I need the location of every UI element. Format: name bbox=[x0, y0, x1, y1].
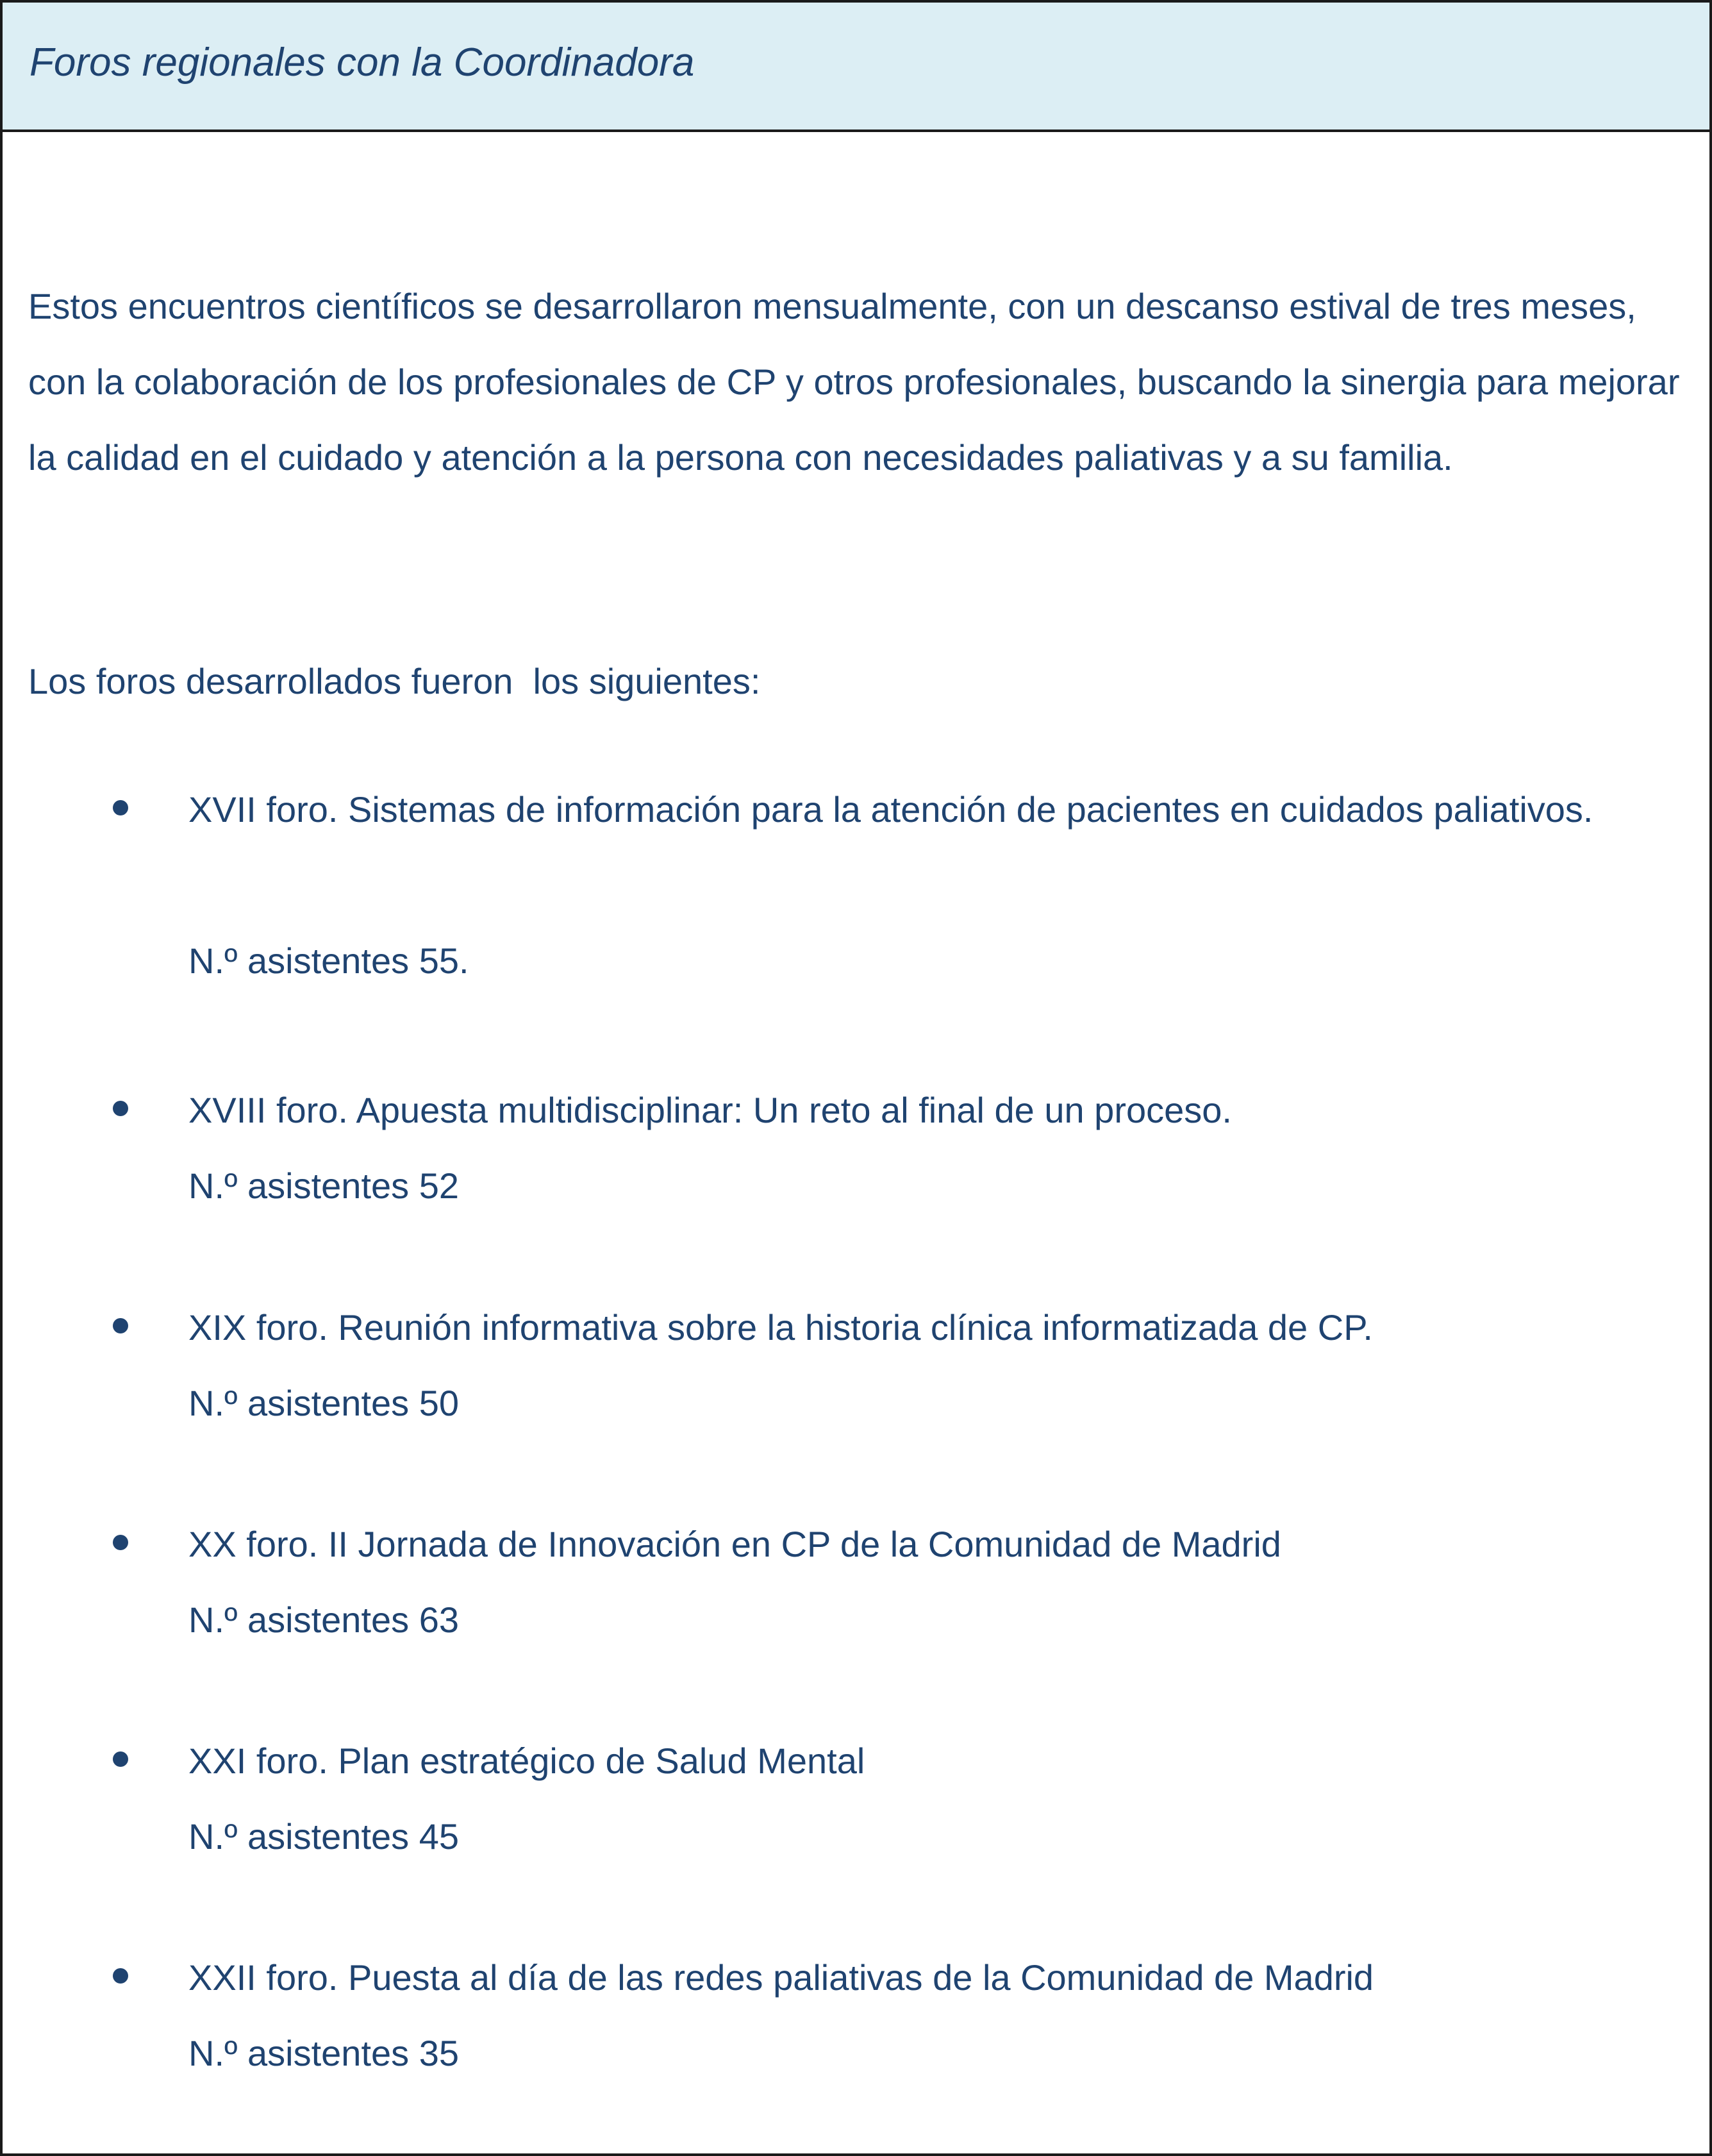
forum-title: XX foro. II Jornada de Innovación en CP de la Comunidad de Madrid bbox=[188, 1524, 1281, 1564]
bullet-icon bbox=[113, 1751, 128, 1767]
forum-attendees: N.º asistentes 52 bbox=[188, 1166, 459, 1206]
forum-title: XXI foro. Plan estratégico de Salud Mental bbox=[188, 1741, 865, 1781]
bullet-icon bbox=[113, 1968, 128, 1984]
forum-title: XIX foro. Reunión informativa sobre la historia clínica informatizada de CP. bbox=[188, 1307, 1373, 1348]
forum-title: XVIII foro. Apuesta multidisciplinar: Un reto al final de un proceso. bbox=[188, 1090, 1232, 1130]
intro-paragraph: Estos encuentros científicos se desarrollaron mensualmente, con un descanso estival de tres meses, con la colaboración de los profesionales de CP y otros profesionales, buscando la sinergia para mejorar la calidad en el cuidado y atención a la persona con necesidades paliativas y a su familia. bbox=[28, 286, 1680, 478]
bullet-icon bbox=[113, 1318, 128, 1333]
forum-title: XVII foro. Sistemas de información para la atención de pacientes en cuidados paliativos. bbox=[188, 789, 1593, 830]
bullet-icon bbox=[113, 1535, 128, 1550]
forum-title: XXII foro. Puesta al día de las redes paliativas de la Comunidad de Madrid bbox=[188, 1957, 1374, 1998]
forum-attendees: N.º asistentes 45 bbox=[188, 1816, 459, 1857]
forum-attendees: N.º asistentes 55. bbox=[188, 940, 469, 981]
section-title: Foros regionales con la Coordinadora bbox=[29, 40, 695, 85]
forums-lead-text: Los foros desarrollados fueron los siguientes: bbox=[28, 661, 761, 701]
bullet-icon bbox=[113, 1101, 128, 1116]
forum-attendees: N.º asistentes 35 bbox=[188, 2033, 459, 2073]
section-header bbox=[3, 3, 1709, 132]
bullet-icon bbox=[113, 800, 128, 815]
forum-attendees: N.º asistentes 50 bbox=[188, 1383, 459, 1423]
forum-attendees: N.º asistentes 63 bbox=[188, 1600, 459, 1640]
